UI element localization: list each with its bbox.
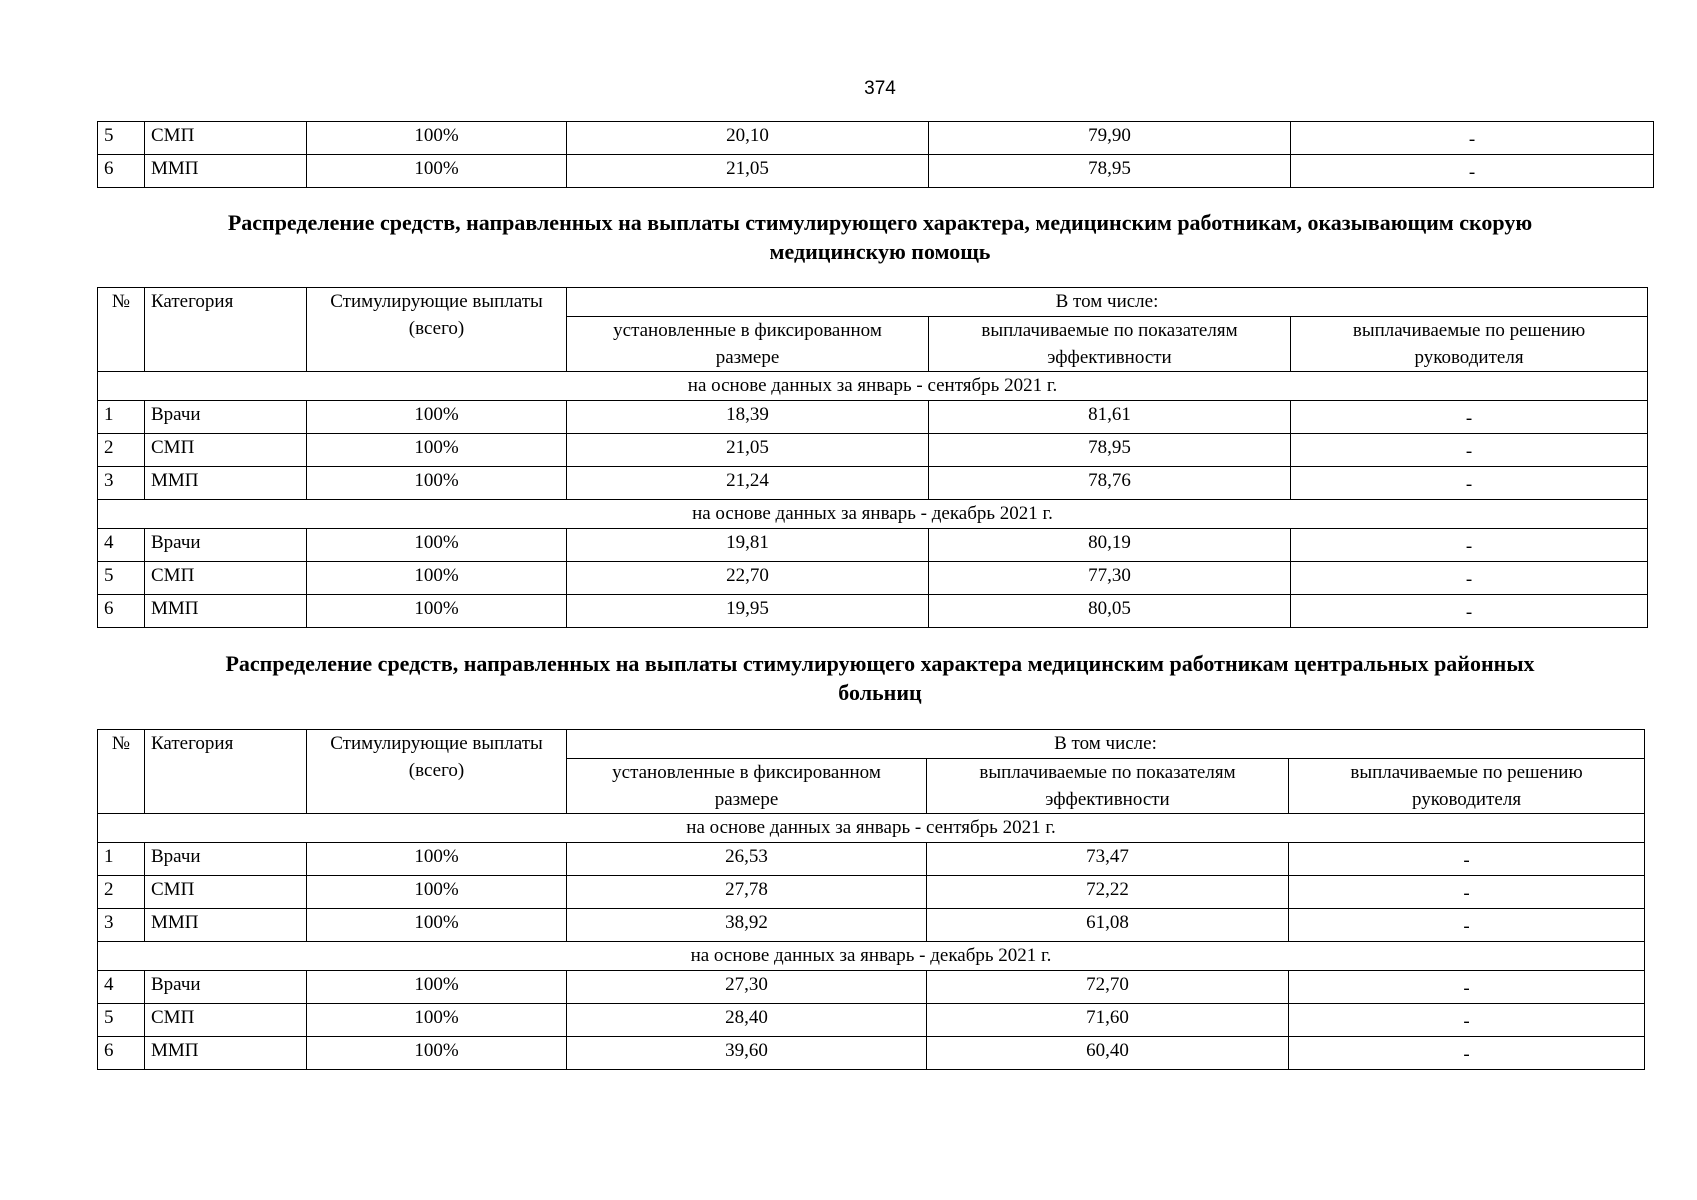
col-manager-header — [1291, 317, 1648, 372]
cell-performance: 79,90 — [929, 122, 1291, 155]
table-row — [98, 1004, 1645, 1037]
cell-fixed: 26,53 — [567, 843, 927, 876]
cell-total: 100% — [307, 909, 567, 942]
cell-number: 2 — [98, 434, 145, 467]
cell-number: 5 — [98, 122, 145, 155]
section-label: на основе данных за январь - декабрь 2021 г. — [98, 500, 1648, 529]
col-fixed-header-line-2: размере — [715, 347, 780, 368]
cell-category: Врачи — [145, 971, 307, 1004]
cell-manager: - — [1289, 876, 1645, 909]
cell-number: 5 — [98, 1004, 145, 1037]
cell-number: 3 — [98, 909, 145, 942]
cell-fixed: 19,81 — [567, 529, 929, 562]
cell-manager: - — [1291, 401, 1648, 434]
table-row — [98, 562, 1648, 595]
cell-number: 6 — [98, 1037, 145, 1070]
cell-manager: - — [1289, 909, 1645, 942]
cell-category: Врачи — [145, 529, 307, 562]
cell-fixed: 20,10 — [567, 122, 929, 155]
table-row — [98, 434, 1648, 467]
col-fixed-header-line-2: размере — [714, 789, 779, 810]
table-row — [98, 529, 1648, 562]
cell-total: 100% — [307, 843, 567, 876]
district-table-title — [110, 649, 1650, 707]
cell-manager: - — [1291, 155, 1654, 188]
cell-fixed: 18,39 — [567, 401, 929, 434]
cell-category: ММП — [145, 595, 307, 628]
table-row — [98, 155, 1654, 188]
section-label: на основе данных за январь - сентябрь 2021 г. — [98, 814, 1645, 843]
col-total-header-line-2: (всего) — [408, 318, 465, 339]
cell-category: ММП — [145, 909, 307, 942]
ambulance-table — [97, 287, 1648, 628]
table-row — [98, 843, 1645, 876]
cell-performance: 78,76 — [929, 467, 1291, 500]
cell-manager: - — [1291, 529, 1648, 562]
col-performance-header-line-2: эффективности — [1045, 789, 1170, 810]
cell-total: 100% — [307, 155, 567, 188]
cell-total: 100% — [307, 1004, 567, 1037]
cell-fixed: 22,70 — [567, 562, 929, 595]
cell-total: 100% — [307, 562, 567, 595]
col-total-header-line-2: (всего) — [408, 760, 465, 781]
table-row — [98, 401, 1648, 434]
col-fixed-header — [567, 317, 929, 372]
cell-category: ММП — [145, 155, 307, 188]
district-title-line-1: Распределение средств, направленных на выплаты стимулирующего характера медицинским работникам центральных районных — [225, 651, 1535, 676]
table-row — [98, 876, 1645, 909]
cell-manager: - — [1291, 595, 1648, 628]
cell-category: Врачи — [145, 401, 307, 434]
cell-manager: - — [1289, 843, 1645, 876]
cell-performance: 71,60 — [927, 1004, 1289, 1037]
col-num-header: № — [98, 730, 145, 814]
cell-total: 100% — [307, 595, 567, 628]
col-performance-header-line-1: выплачиваемые по показателям — [979, 762, 1236, 783]
section-row — [98, 942, 1645, 971]
section-label: на основе данных за январь - декабрь 2021 г. — [98, 942, 1645, 971]
col-manager-header-line-1: выплачиваемые по решению — [1352, 320, 1586, 341]
col-total-header-line-1: Стимулирующие выплаты — [330, 733, 543, 754]
cell-fixed: 28,40 — [567, 1004, 927, 1037]
cell-performance: 78,95 — [929, 434, 1291, 467]
cell-total: 100% — [307, 1037, 567, 1070]
cell-number: 1 — [98, 401, 145, 434]
district-title-line-2: больниц — [838, 680, 922, 705]
cell-performance: 73,47 — [927, 843, 1289, 876]
cell-performance: 80,19 — [929, 529, 1291, 562]
col-including-header: В том числе: — [567, 288, 1648, 317]
cell-category: Врачи — [145, 843, 307, 876]
col-fixed-header-line-1: установленные в фиксированном — [613, 320, 882, 341]
cell-fixed: 27,30 — [567, 971, 927, 1004]
ambulance-table-title — [110, 208, 1650, 266]
table-row — [98, 467, 1648, 500]
col-category-header: Категория — [145, 730, 307, 814]
cell-number: 4 — [98, 971, 145, 1004]
table-row — [98, 595, 1648, 628]
cell-manager: - — [1291, 562, 1648, 595]
cell-fixed: 27,78 — [567, 876, 927, 909]
cell-number: 1 — [98, 843, 145, 876]
cell-category: СМП — [145, 562, 307, 595]
cell-manager: - — [1291, 122, 1654, 155]
cell-performance: 80,05 — [929, 595, 1291, 628]
cell-performance: 77,30 — [929, 562, 1291, 595]
cell-manager: - — [1291, 434, 1648, 467]
cell-number: 5 — [98, 562, 145, 595]
table-row — [98, 971, 1645, 1004]
col-performance-header — [927, 759, 1289, 814]
cell-total: 100% — [307, 401, 567, 434]
col-total-header — [307, 730, 567, 814]
table-row — [98, 122, 1654, 155]
cell-total: 100% — [307, 529, 567, 562]
cell-total: 100% — [307, 971, 567, 1004]
cell-category: СМП — [145, 434, 307, 467]
cell-performance: 78,95 — [929, 155, 1291, 188]
ambulance-title-line-2: медицинскую помощь — [769, 239, 991, 264]
col-performance-header-line-1: выплачиваемые по показателям — [981, 320, 1238, 341]
cell-category: ММП — [145, 1037, 307, 1070]
table-row — [98, 1037, 1645, 1070]
cell-fixed: 21,05 — [567, 434, 929, 467]
col-category-header: Категория — [145, 288, 307, 372]
col-manager-header — [1289, 759, 1645, 814]
cell-performance: 81,61 — [929, 401, 1291, 434]
col-total-header-line-1: Стимулирующие выплаты — [330, 291, 543, 312]
cell-fixed: 38,92 — [567, 909, 927, 942]
cell-performance: 61,08 — [927, 909, 1289, 942]
col-including-header: В том числе: — [567, 730, 1645, 759]
cell-number: 6 — [98, 155, 145, 188]
cell-number: 3 — [98, 467, 145, 500]
district-table — [97, 729, 1645, 1070]
section-row — [98, 814, 1645, 843]
col-performance-header-line-2: эффективности — [1047, 347, 1172, 368]
cell-manager: - — [1291, 467, 1648, 500]
cell-category: СМП — [145, 122, 307, 155]
cell-performance: 72,70 — [927, 971, 1289, 1004]
cell-number: 2 — [98, 876, 145, 909]
continuation-table — [97, 121, 1654, 188]
header-row — [98, 288, 1648, 317]
cell-total: 100% — [307, 434, 567, 467]
cell-total: 100% — [307, 876, 567, 909]
section-row — [98, 372, 1648, 401]
cell-number: 4 — [98, 529, 145, 562]
cell-manager: - — [1289, 1004, 1645, 1037]
col-performance-header — [929, 317, 1291, 372]
section-label: на основе данных за январь - сентябрь 2021 г. — [98, 372, 1648, 401]
col-num-header: № — [98, 288, 145, 372]
header-row — [98, 730, 1645, 759]
cell-total: 100% — [307, 467, 567, 500]
cell-fixed: 21,05 — [567, 155, 929, 188]
col-manager-header-line-2: руководителя — [1411, 789, 1522, 810]
cell-manager: - — [1289, 1037, 1645, 1070]
page-number: 374 — [864, 78, 896, 99]
cell-total: 100% — [307, 122, 567, 155]
cell-category: ММП — [145, 467, 307, 500]
cell-number: 6 — [98, 595, 145, 628]
col-total-header — [307, 288, 567, 372]
ambulance-title-line-1: Распределение средств, направленных на выплаты стимулирующего характера, медицинским работникам, оказывающим скорую — [227, 210, 1533, 235]
col-fixed-header — [567, 759, 927, 814]
cell-performance: 60,40 — [927, 1037, 1289, 1070]
cell-performance: 72,22 — [927, 876, 1289, 909]
cell-fixed: 19,95 — [567, 595, 929, 628]
cell-manager: - — [1289, 971, 1645, 1004]
cell-category: СМП — [145, 876, 307, 909]
col-manager-header-line-1: выплачиваемые по решению — [1350, 762, 1583, 783]
cell-category: СМП — [145, 1004, 307, 1037]
section-row — [98, 500, 1648, 529]
cell-fixed: 39,60 — [567, 1037, 927, 1070]
table-row — [98, 909, 1645, 942]
col-manager-header-line-2: руководителя — [1414, 347, 1524, 368]
col-fixed-header-line-1: установленные в фиксированном — [612, 762, 881, 783]
cell-fixed: 21,24 — [567, 467, 929, 500]
